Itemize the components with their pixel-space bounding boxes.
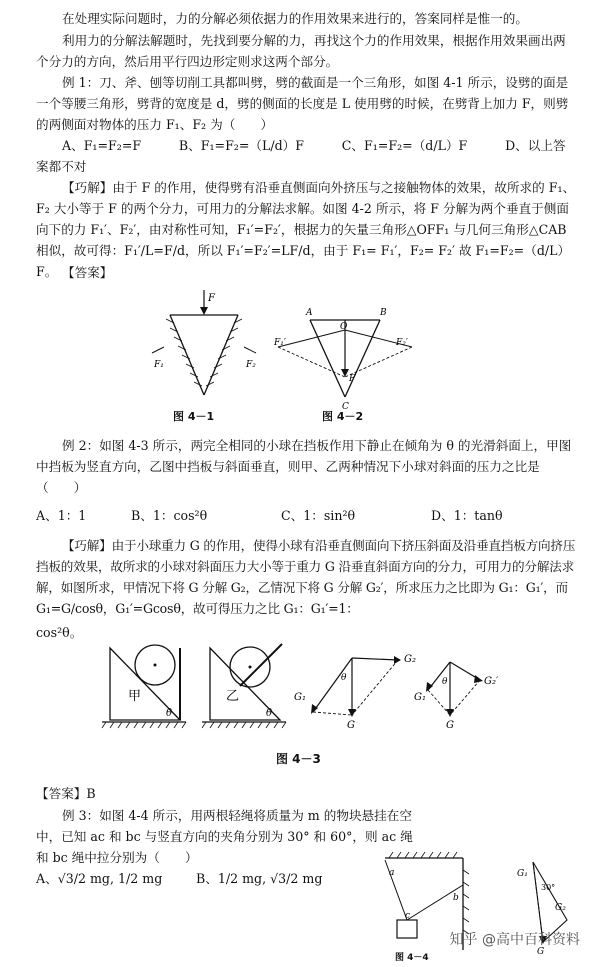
label-theta-fd1: θ [341, 673, 347, 683]
ex2-option-a: A、1：1 [36, 508, 87, 523]
label-30deg: 30° [541, 883, 556, 892]
label-B: B [380, 308, 387, 318]
label-F1: F₁ [154, 360, 164, 370]
label-O: O [340, 322, 348, 332]
example-2-answer: 【答案】B [36, 786, 96, 801]
example-1-solution: 【巧解】由于 F 的作用，使得劈有沿垂直侧面向外挤压与之接触物体的效果，故所求的 F₁、F₂ 大小等于 F 的两个分力，可用力的分解法求解。如图 4-2 所示，将 F 分解为两个垂直于侧面向下的力 F₁′、F₂′，由对称性可知，F₁′=F₂′，根据力的矢量三角形△OFF₁ 与几何三角形△CAB 相似，故可得：F₁′/L=F/d，所以 F₁′=F₂′=LF/d，由于 F₁= F₁′，F₂= F₂′ 故 F₁=F₂=（d/L）F。 [36, 180, 576, 279]
caption-fig-4-1: 图 4－1 [173, 410, 215, 423]
ex2-option-d: D、1：tanθ [431, 508, 503, 523]
label-G1-fig44: G₁ [517, 869, 528, 879]
label-G2-prime: G₂′ [484, 676, 499, 687]
ex3-option-a: A、√3/2 mg, 1/2 mg [36, 871, 163, 886]
label-F2-prime: F₂′ [396, 338, 408, 348]
watermark: 知乎 @高中百科资料 [449, 932, 580, 948]
label-yi: 乙 [226, 689, 240, 704]
label-G-yi: G [446, 720, 454, 731]
label-jia: 甲 [128, 689, 142, 704]
label-F2: F₂ [246, 360, 256, 370]
label-A: A [306, 308, 313, 318]
label-G2: G₂ [404, 654, 416, 665]
label-F-fig42: F [349, 374, 356, 384]
incline-jia [102, 645, 186, 728]
intro-paragraph-2: 利用力的分解法解题时，先找到要分解的力，再找这个力的作用效果，根据作用效果画出两个分力的方向，然后用平行四边形定则求这两个部分。 [36, 33, 566, 69]
example-2-solution: 【巧解】由于小球重力 G 的作用，使得小球有沿垂直侧面向下挤压斜面及沿垂直挡板方向挤压挡板的效果，故所求的小球对斜面压力大小等于重力 G 沿垂直斜面方向的分力，可用力的分解法求解，如图所求，甲情况下将 G 分解 G₂，乙情况下将 G 分解 G₂′，所求压力之比即为 G₁：G₁′，而 G₁=G/cosθ，G₁′=Gcosθ，故可得压力之比 G₁：G₁′=1： [36, 538, 576, 616]
caption-fig-4-2: 图 4－2 [322, 410, 364, 423]
force-decomposition-diagram [273, 308, 412, 412]
incline-yi [202, 644, 286, 728]
intro-paragraph-1: 在处理实际问题时，力的分解必须依据力的作用效果来进行的，答案同样是惟一的。 [62, 11, 528, 26]
label-F1-prime: F₁′ [274, 338, 286, 348]
figure-4-3 [98, 640, 588, 735]
example-1-question: 例 1：刀、斧、刨等切削工具都叫劈，劈的截面是一个三角形，如图 4-1 所示，设劈的面是一个等腰三角形，劈背的宽度是 d，劈的侧面的长度是 L 使用劈的时候，在劈背上加力 F，则劈的两侧面对物体的压力 F₁、F₂ 为（ ） [36, 75, 569, 132]
example-2-question: 例 2：如图 4-3 所示，两完全相同的小球在挡板作用下静止在倾角为 θ 的光滑斜面上，甲图中挡板为竖直方向，乙图中挡板与斜面垂直，则甲、乙两种情况下小球对斜面的压力之比是（ ） [36, 438, 572, 495]
example-2-options [36, 505, 576, 524]
label-theta-jia: θ [166, 708, 173, 719]
label-theta-fd2: θ [442, 677, 448, 687]
label-G-jia: G [347, 720, 355, 731]
force-diagram-jia [294, 654, 416, 731]
example-1-answer: 【答案】 [62, 265, 113, 280]
label-G2-fig44: G₂ [555, 903, 566, 913]
label-theta-yi: θ [266, 708, 273, 719]
label-b: b [453, 893, 459, 903]
label-C: C [342, 402, 349, 412]
label-c: c [405, 911, 411, 921]
ex2-option-c: C、1：sin²θ [281, 508, 356, 523]
example-2-solution-end: cos²θ。 [36, 625, 83, 640]
example-3-options [36, 868, 366, 887]
label-G1-yi: G₁ [414, 692, 426, 703]
example-3-question: 例 3：如图 4-4 所示，用两根轻绳将质量为 m 的物块悬挂在空中，已知 ac 和 bc 与竖直方向的夹角分别为 30° 和 60°，则 ac 绳和 bc 绳中拉分别为（ ） [36, 808, 413, 865]
example-1-options: A、F₁=F₂=F B、F₁=F₂=（L/d）F C、F₁=F₂=（d/L）F D、以上答案都不对 [36, 138, 566, 174]
label-a: a [389, 868, 395, 878]
wedge-diagram [152, 290, 256, 395]
label-G-fig44: G [537, 947, 545, 957]
label-G1: G₁ [294, 692, 306, 703]
caption-fig-4-3: 图 4－3 [276, 752, 321, 766]
force-diagram-yi [414, 662, 499, 731]
ex2-option-b: B、1：cos²θ [131, 508, 208, 523]
caption-fig-4-4: 图 4－4 [395, 953, 429, 963]
ex3-option-b: B、1/2 mg, √3/2 mg [196, 871, 323, 886]
label-F: F [208, 293, 215, 304]
